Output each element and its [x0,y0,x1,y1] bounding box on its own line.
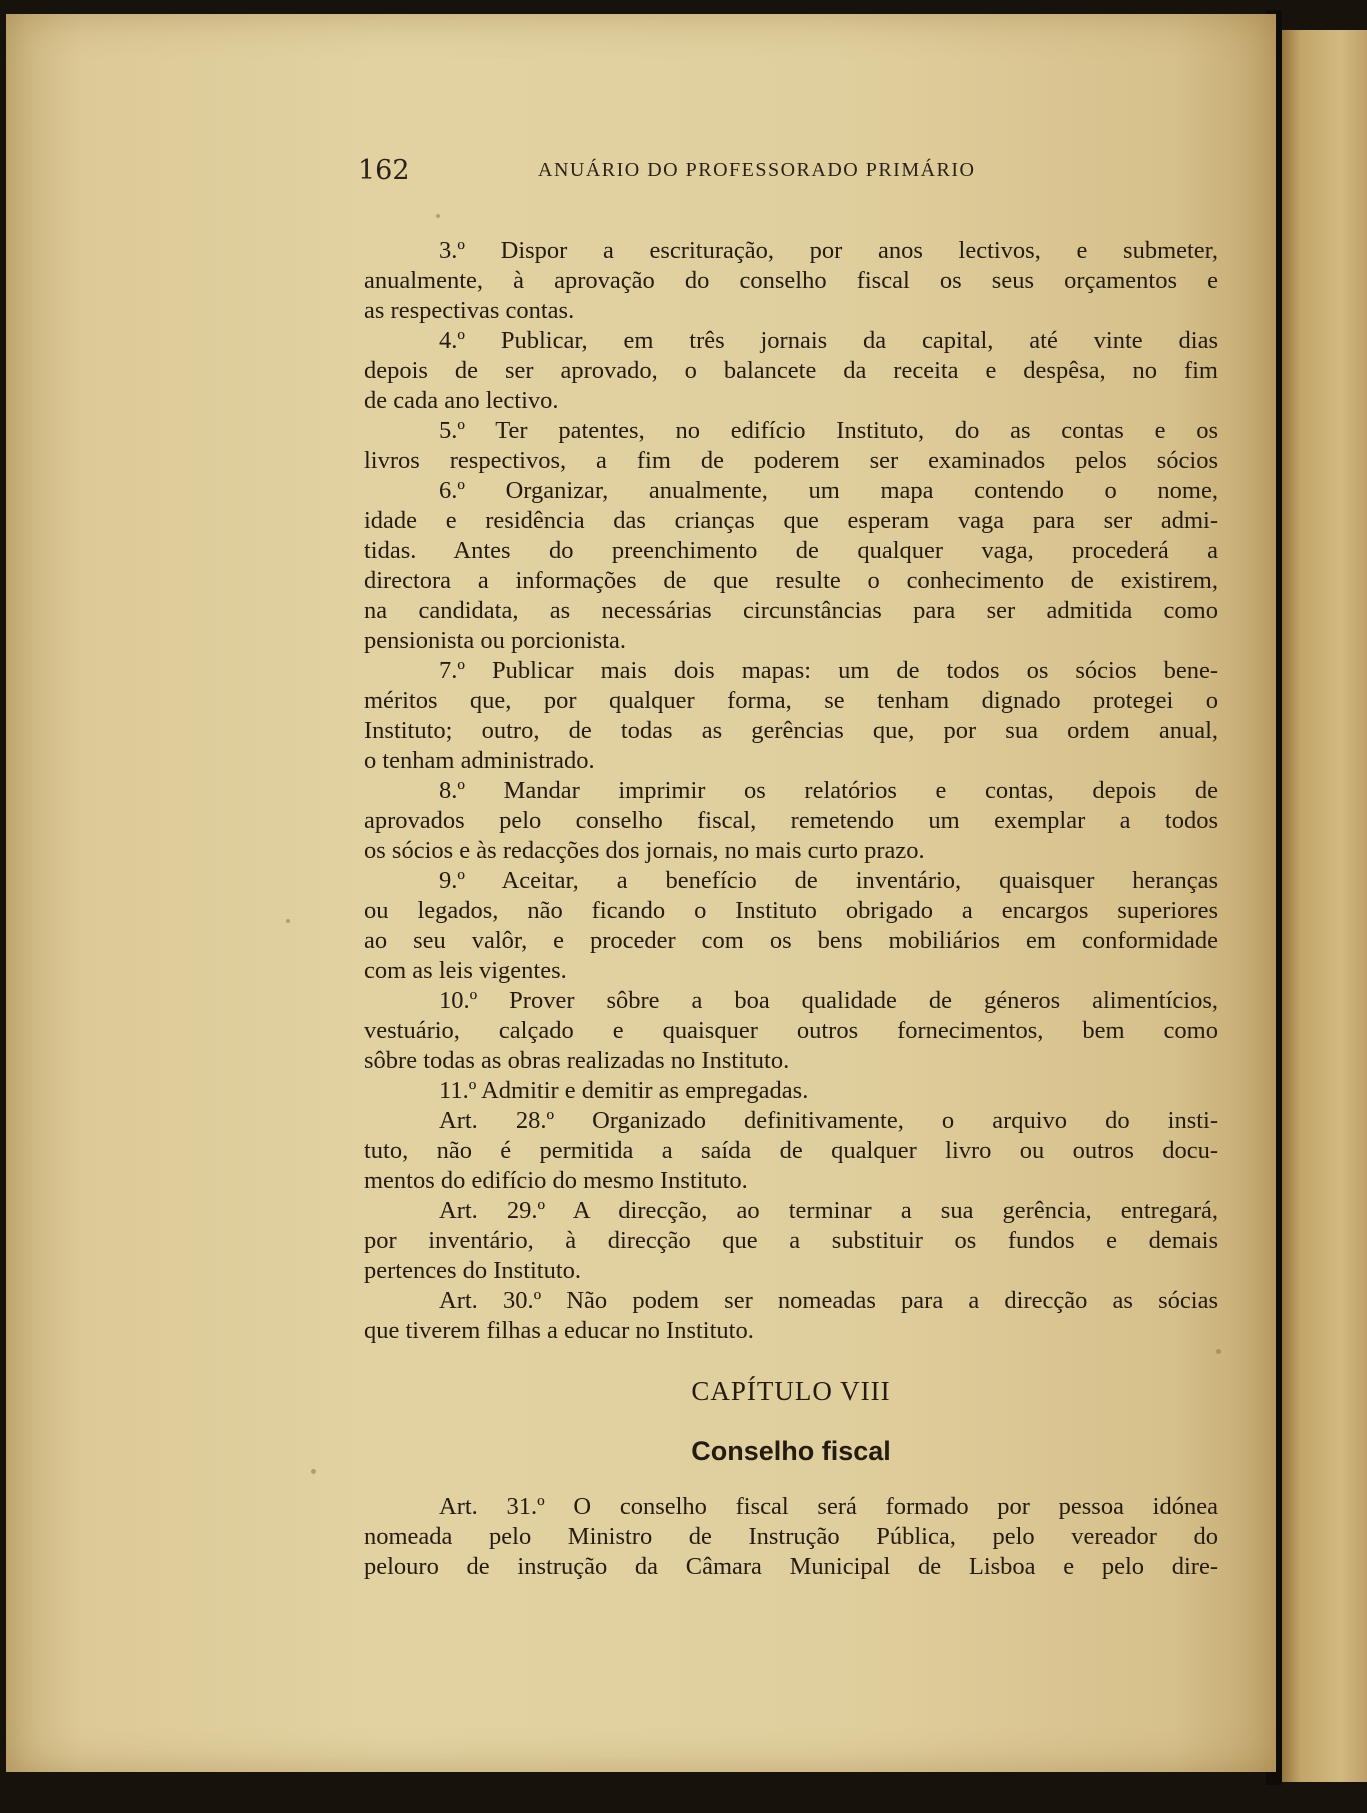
text-line: na candidata, as necessárias circunstâncias para ser admitida como [364,597,1218,624]
text-line: 3.º Dispor a escrituração, por anos lectivos, e submeter, [439,237,1218,264]
running-title: ANUÁRIO DO PROFESSORADO PRIMÁRIO [538,159,976,181]
section-title: Conselho fiscal [691,1436,891,1466]
text-line: Art. 29.º A direcção, ao terminar a sua gerência, entregará, [439,1197,1218,1224]
text-line: 7.º Publicar mais dois mapas: um de todos os sócios bene- [439,657,1218,684]
text-line: 11.º Admitir e demitir as empregadas. [439,1077,809,1104]
text-line: 9.º Aceitar, a benefício de inventário, quaisquer heranças [439,867,1218,894]
text-line: o tenham administrado. [364,747,595,774]
text-line: aprovados pelo conselho fiscal, remetendo um exemplar a todos [364,807,1218,834]
text-line: que tiverem filhas a educar no Instituto. [364,1317,754,1344]
text-line: directora a informações de que resulte o conhecimento de existirem, [364,567,1218,594]
text-line: méritos que, por qualquer forma, se tenham dignado protegei o [364,687,1218,714]
text-line: depois de ser aprovado, o balancete da receita e despêsa, no fim [364,357,1218,384]
text-line: com as leis vigentes. [364,957,567,984]
text-line: 10.º Prover sôbre a boa qualidade de géneros alimentícios, [439,987,1218,1014]
text-line: pelouro de instrução da Câmara Municipal de Lisboa e pelo dire- [364,1553,1218,1580]
text-line: Art. 30.º Não podem ser nomeadas para a direcção as sócias [439,1287,1218,1314]
paper-speck [436,214,440,218]
text-line: tuto, não é permitida a saída de qualquer livro ou outros docu- [364,1137,1218,1164]
text-line: sôbre todas as obras realizadas no Instituto. [364,1047,790,1074]
text-line: Art. 28.º Organizado definitivamente, o arquivo do insti- [439,1107,1218,1134]
text-line: mentos do edifício do mesmo Instituto. [364,1167,748,1194]
adjacent-page-edge [1278,30,1367,1782]
text-line: 5.º Ter patentes, no edifício Instituto, do as contas e os [439,417,1218,444]
paper-speck [1216,1349,1221,1354]
text-line: idade e residência das crianças que esperam vaga para ser admi- [364,507,1218,534]
text-line: por inventário, à direcção que a substituir os fundos e demais [364,1227,1218,1254]
text-line: 6.º Organizar, anualmente, um mapa contendo o nome, [439,477,1218,504]
text-line: de cada ano lectivo. [364,387,559,414]
paper-speck [286,919,290,923]
text-line: tidas. Antes do preenchimento de qualquer vaga, procederá a [364,537,1218,564]
text-line: vestuário, calçado e quaisquer outros fornecimentos, bem como [364,1017,1218,1044]
text-line: anualmente, à aprovação do conselho fiscal os seus orçamentos e [364,267,1218,294]
text-line: Instituto; outro, de todas as gerências que, por sua ordem anual, [364,717,1218,744]
page-header [358,155,1038,195]
page-number: 162 [358,155,410,186]
text-line: 8.º Mandar imprimir os relatórios e contas, depois de [439,777,1218,804]
body-text [364,236,1218,1346]
text-line: Art. 31.º O conselho fiscal será formado por pessoa idónea [439,1493,1218,1520]
text-line: pensionista ou porcionista. [364,627,626,654]
paper-speck [311,1469,316,1474]
text-line: pertences do Instituto. [364,1257,582,1284]
text-line: nomeada pelo Ministro de Instrução Pública, pelo vereador do [364,1523,1218,1550]
text-line: ao seu valôr, e proceder com os bens mobiliários em conformidade [364,927,1218,954]
text-line: livros respectivos, a fim de poderem ser examinados pelos sócios [364,447,1218,474]
text-line: as respectivas contas. [364,297,575,324]
text-line: 4.º Publicar, em três jornais da capital, até vinte dias [439,327,1218,354]
chapter-heading: CAPÍTULO VIII [691,1376,891,1406]
text-line: os sócios e às redacções dos jornais, no mais curto prazo. [364,837,925,864]
body-text-continued [364,1492,1218,1582]
text-line: ou legados, não ficando o Instituto obrigado a encargos superiores [364,897,1218,924]
